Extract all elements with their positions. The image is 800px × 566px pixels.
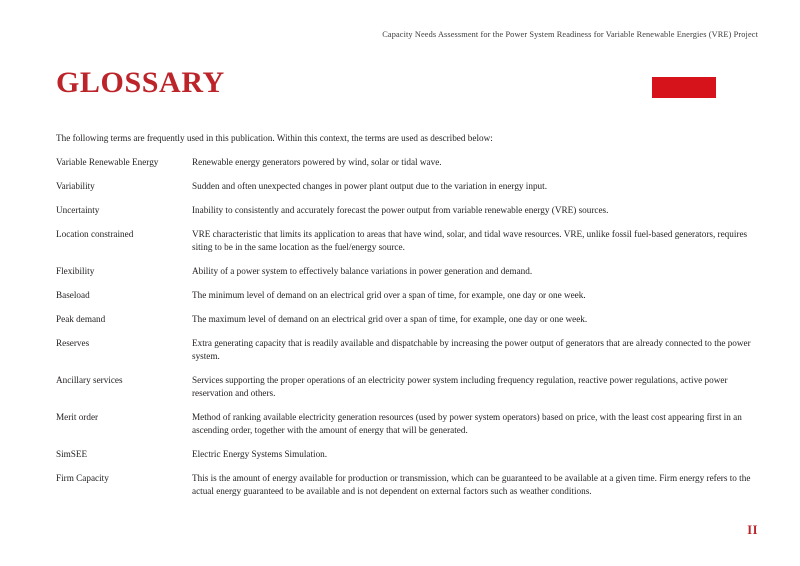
glossary-entry [56,204,754,217]
glossary-entry [56,180,754,193]
glossary-term: Ancillary services [56,375,123,385]
glossary-term: Merit order [56,412,99,422]
glossary-entry [56,411,754,437]
glossary-term: Location constrained [56,229,134,239]
title-row [56,66,758,102]
glossary-definition: Renewable energy generators powered by wind, solar or tidal wave. [192,157,442,167]
glossary-entry [56,374,754,400]
glossary-entry [56,337,754,363]
glossary-entry [56,313,754,326]
glossary-definition: Method of ranking available electricity generation resources (used by power system operators) based on price, with the least cost appearing first in an ascending order, together with the amount of energy that will be generated. [192,412,742,435]
glossary-definition: VRE characteristic that limits its application to areas that have wind, solar, and tidal wave resources. VRE, unlike fossil fuel-based generators, requires siting to be in the same location as the fuel/energy source. [192,229,748,252]
glossary-entry [56,448,754,461]
glossary-definition: The minimum level of demand on an electrical grid over a span of time, for example, one day or one week. [192,290,586,300]
glossary-entry [56,228,754,254]
glossary-definition: This is the amount of energy available for production or transmission, which can be guaranteed to be available at a given time. Firm energy refers to the actual energy guaranteed to be available and is not dependent on external factors such as weather conditions. [192,473,751,496]
glossary-definition: Electric Energy Systems Simulation. [192,449,328,459]
page-number: II [747,523,758,537]
glossary-entry [56,289,754,302]
glossary-definition: Ability of a power system to effectively balance variations in power generation and demand. [192,266,533,276]
glossary-term: Flexibility [56,266,95,276]
glossary-list [56,156,754,509]
glossary-term: Firm Capacity [56,473,109,483]
glossary-term: Reserves [56,338,90,348]
glossary-term: Baseload [56,290,90,300]
glossary-definition: Inability to consistently and accurately forecast the power output from variable renewable energy (VRE) sources. [192,205,609,215]
running-header: Capacity Needs Assessment for the Power System Readiness for Variable Renewable Energies (VRE) Project [382,30,758,39]
glossary-term: Uncertainty [56,205,100,215]
glossary-definition: Sudden and often unexpected changes in power plant output due to the variation in energy input. [192,181,547,191]
glossary-definition: Services supporting the proper operations of an electricity power system including frequency regulation, reactive power regulations, active power reservation and others. [192,375,728,398]
glossary-definition: The maximum level of demand on an electrical grid over a span of time, for example, one day or one week. [192,314,588,324]
glossary-term: Peak demand [56,314,106,324]
glossary-definition: Extra generating capacity that is readily available and dispatchable by increasing the power output of generators that are already connected to the power system. [192,338,751,361]
glossary-term: Variability [56,181,95,191]
glossary-entry [56,156,754,169]
glossary-entry [56,472,754,498]
glossary-term: SimSEE [56,449,88,459]
glossary-entry [56,265,754,278]
title-accent-rule [652,77,716,98]
page-title: GLOSSARY [56,66,225,99]
glossary-term: Variable Renewable Energy [56,157,159,167]
intro-paragraph: The following terms are frequently used in this publication. Within this context, the terms are used as described below: [56,133,493,143]
